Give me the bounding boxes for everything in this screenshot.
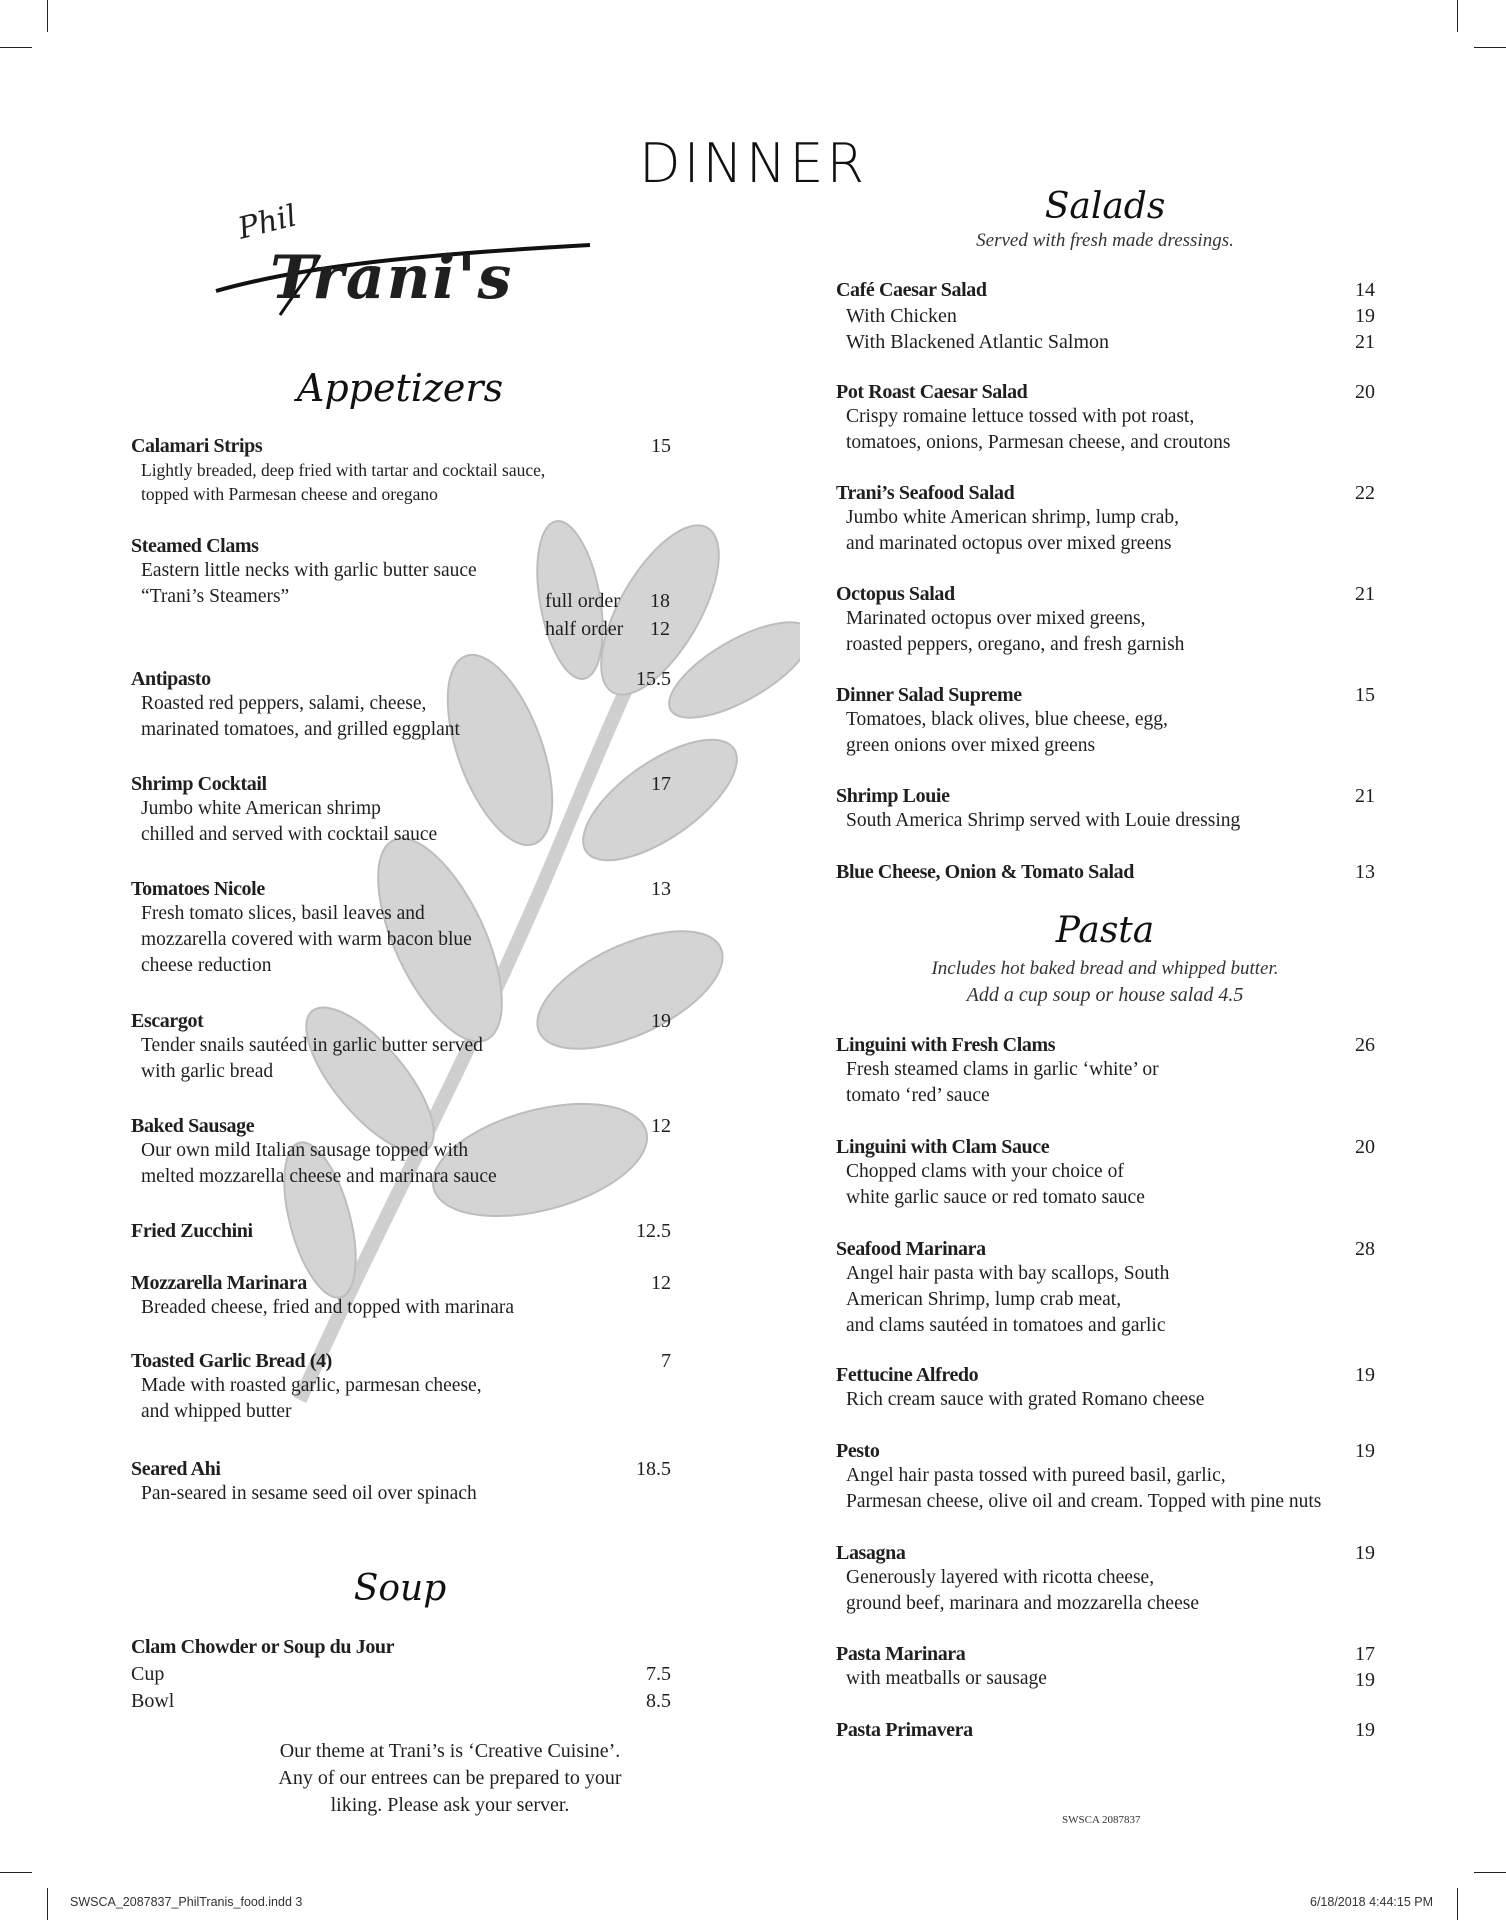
caesar-with-chicken: With Chicken 19 <box>846 305 1375 327</box>
menu-item-description: Lightly breaded, deep fried with tartar and cocktail sauce, <box>141 460 546 480</box>
menu-item-name: Calamari Strips <box>131 435 263 457</box>
menu-item-description: Made with roasted garlic, parmesan cheese, <box>141 1375 482 1396</box>
menu-item-name: Antipasto <box>131 668 211 690</box>
menu-item-price: 12 <box>651 1115 671 1137</box>
menu-item <box>836 482 1375 557</box>
menu-item-description: chilled and served with cocktail sauce <box>141 824 438 845</box>
soup-cup: Cup 7.5 <box>131 1663 671 1685</box>
menu-item-description: Roasted red peppers, salami, cheese, <box>141 693 427 714</box>
menu-item-description: Jumbo white American shrimp, lump crab, <box>846 507 1180 528</box>
menu-item-description: Angel hair pasta with bay scallops, South <box>846 1263 1170 1284</box>
menu-item-description: Angel hair pasta tossed with pureed basil, garlic, <box>846 1465 1226 1486</box>
menu-item-price: 17 <box>651 773 671 795</box>
menu-item <box>131 1010 671 1085</box>
menu-item-description: Marinated octopus over mixed greens, <box>846 608 1146 629</box>
menu-item <box>836 583 1375 658</box>
soup-item <box>131 1636 671 1659</box>
menu-item-price: 15.5 <box>636 668 671 690</box>
menu-item-name: Linguini with Clam Sauce <box>836 1136 1050 1158</box>
menu-item-description: melted mozzarella cheese and marinara sauce <box>141 1166 497 1187</box>
menu-item-description: Fresh steamed clams in garlic ‘white’ or <box>846 1059 1159 1080</box>
document-code: SWSCA 2087837 <box>1062 1814 1141 1826</box>
crop-mark <box>1457 1888 1458 1920</box>
menu-item-name: Pot Roast Caesar Salad <box>836 381 1028 403</box>
crop-mark <box>47 1888 48 1920</box>
menu-item-description: and marinated octopus over mixed greens <box>846 533 1172 554</box>
menu-item-description: with garlic bread <box>141 1061 274 1082</box>
menu-item-price: 28 <box>1355 1238 1375 1260</box>
menu-item-price: 15 <box>651 435 671 457</box>
menu-item-name: Pasta Primavera <box>836 1719 973 1741</box>
menu-item-name: Octopus Salad <box>836 583 955 605</box>
menu-item-name: Shrimp Cocktail <box>131 773 267 795</box>
menu-item-price: 19 <box>1355 1364 1375 1386</box>
menu-item <box>836 1034 1375 1109</box>
menu-item-description: and clams sautéed in tomatoes and garlic <box>846 1315 1166 1336</box>
menu-item <box>836 785 1375 834</box>
menu-item-description: mozzarella covered with warm bacon blue <box>141 929 472 950</box>
menu-item-price: 19 <box>1355 1719 1375 1741</box>
logo-big-text: Trani's <box>270 243 514 313</box>
crop-mark <box>0 1872 32 1873</box>
menu-item <box>836 381 1375 456</box>
menu-item <box>836 1136 1375 1211</box>
menu-item-price: 21 <box>1355 785 1375 807</box>
crop-mark <box>1474 47 1506 48</box>
crop-mark <box>0 47 32 48</box>
menu-item-description: Tomatoes, black olives, blue cheese, egg, <box>846 709 1168 730</box>
menu-item <box>131 878 671 979</box>
menu-item-price: 19 <box>1355 1542 1375 1564</box>
menu-item-name: Trani’s Seafood Salad <box>836 482 1015 504</box>
menu-item-description: Our own mild Italian sausage topped with <box>141 1140 469 1161</box>
menu-item-description: with meatballs or sausage <box>846 1668 1047 1689</box>
page-title: DINNER <box>639 132 867 195</box>
logo-small-text: Phil <box>234 198 301 247</box>
menu-item-price: 19 <box>1355 1440 1375 1462</box>
soup-name: Clam Chowder or Soup du Jour <box>131 1636 395 1658</box>
menu-item-description: roasted peppers, oregano, and fresh garnish <box>846 634 1185 655</box>
menu-item-price: 21 <box>1355 583 1375 605</box>
menu-item-price: 12.5 <box>636 1220 671 1242</box>
menu-item-name: Shrimp Louie <box>836 785 950 807</box>
menu-item-description: topped with Parmesan cheese and oregano <box>141 484 438 504</box>
menu-item-name: Steamed Clams <box>131 535 259 557</box>
menu-item-description: Rich cream sauce with grated Romano cheese <box>846 1389 1205 1410</box>
menu-item-price: 7 <box>661 1350 671 1372</box>
menu-item-description: Parmesan cheese, olive oil and cream. Topped with pine nuts <box>846 1491 1322 1512</box>
menu-item-description: Fresh tomato slices, basil leaves and <box>141 903 425 924</box>
menu-item-description: Crispy romaine lettuce tossed with pot roast, <box>846 406 1195 427</box>
menu-item-price: 17 <box>1355 1643 1375 1665</box>
steamers-full-order: full order 18 <box>545 590 670 612</box>
menu-item <box>131 773 671 848</box>
menu-item-description: ground beef, marinara and mozzarella cheese <box>846 1593 1199 1614</box>
menu-item-description: South America Shrimp served with Louie dressing <box>846 810 1241 831</box>
soup-heading: Soup <box>353 1568 447 1609</box>
menu-item-description: Generously layered with ricotta cheese, <box>846 1567 1155 1588</box>
menu-item-price: 18.5 <box>636 1458 671 1480</box>
menu-item-name: Baked Sausage <box>131 1115 255 1137</box>
menu-item <box>131 1272 671 1321</box>
menu-item-description: Pan-seared in sesame seed oil over spinach <box>141 1483 477 1504</box>
menu-item-description: tomatoes, onions, Parmesan cheese, and croutons <box>846 432 1231 453</box>
menu-item-description: cheese reduction <box>141 955 272 976</box>
menu-item-name: Fried Zucchini <box>131 1220 253 1242</box>
menu-item-price: 14 <box>1355 279 1375 301</box>
menu-item-price: 20 <box>1355 1136 1375 1158</box>
menu-item-price: 26 <box>1355 1034 1375 1056</box>
menu-item-description: white garlic sauce or red tomato sauce <box>846 1187 1145 1208</box>
restaurant-logo <box>210 198 600 335</box>
menu-item-description: Chopped clams with your choice of <box>846 1161 1124 1182</box>
menu-item <box>836 1364 1375 1413</box>
menu-item <box>131 1220 671 1243</box>
pasta-heading: Pasta <box>1055 910 1155 951</box>
menu-item-name: Fettucine Alfredo <box>836 1364 979 1386</box>
menu-item <box>836 1440 1375 1515</box>
menu-item-description: “Trani’s Steamers” <box>141 586 290 607</box>
pasta-subtitle-line1: Includes hot baked bread and whipped butter. <box>931 958 1279 979</box>
menu-item <box>836 1719 1375 1742</box>
menu-item-description: marinated tomatoes, and grilled eggplant <box>141 719 460 740</box>
menu-item-name: Escargot <box>131 1010 204 1032</box>
menu-item <box>131 1350 671 1425</box>
menu-item <box>131 668 671 743</box>
menu-item-name: Tomatoes Nicole <box>131 878 265 900</box>
menu-item-name: Dinner Salad Supreme <box>836 684 1022 706</box>
menu-item <box>836 279 1375 302</box>
menu-item-name: Pasta Marinara <box>836 1643 966 1665</box>
menu-item <box>131 1458 671 1507</box>
salads-subtitle: Served with fresh made dressings. <box>976 230 1234 251</box>
menu-item-name: Seared Ahi <box>131 1458 221 1480</box>
menu-item <box>131 435 671 506</box>
crop-mark <box>47 0 48 32</box>
pasta-subtitle-line2: Add a cup soup or house salad 4.5 <box>966 984 1244 1006</box>
menu-item-price: 12 <box>651 1272 671 1294</box>
menu-item-description: green onions over mixed greens <box>846 735 1096 756</box>
house-note: Our theme at Trani’s is ‘Creative Cuisine’. Any of our entrees can be prepared to your liking. Please ask your server. <box>278 1740 622 1816</box>
menu-item-description: Jumbo white American shrimp <box>141 798 381 819</box>
menu-item-name: Linguini with Fresh Clams <box>836 1034 1056 1056</box>
menu-item <box>836 1542 1375 1617</box>
menu-item-price: 13 <box>651 878 671 900</box>
menu-item-price: 13 <box>1355 861 1375 883</box>
slug-timestamp: 6/18/2018 4:44:15 PM <box>1310 1895 1434 1909</box>
menu-item <box>836 1643 1375 1692</box>
menu-item <box>836 1238 1375 1339</box>
menu-item-name: Toasted Garlic Bread (4) <box>131 1350 332 1372</box>
menu-item-description: and whipped butter <box>141 1401 292 1422</box>
menu-item-name: Mozzarella Marinara <box>131 1272 307 1294</box>
crop-mark <box>1474 1872 1506 1873</box>
steamers-half-order: half order 12 <box>545 618 670 640</box>
menu-item <box>836 684 1375 759</box>
menu-item-name: Café Caesar Salad <box>836 279 987 301</box>
menu-item-description: Breaded cheese, fried and topped with marinara <box>141 1297 515 1318</box>
soup-bowl: Bowl 8.5 <box>131 1690 671 1712</box>
slug-filename: SWSCA_2087837_PhilTranis_food.indd 3 <box>70 1895 303 1909</box>
crop-mark <box>1457 0 1458 32</box>
menu-item-description: American Shrimp, lump crab meat, <box>846 1289 1122 1310</box>
salads-heading: Salads <box>1044 186 1166 227</box>
menu-item-name: Blue Cheese, Onion & Tomato Salad <box>836 861 1134 883</box>
menu-item-description: Tender snails sautéed in garlic butter served <box>141 1035 483 1056</box>
menu-item-price: 15 <box>1355 684 1375 706</box>
caesar-with-salmon: With Blackened Atlantic Salmon 21 <box>846 331 1375 353</box>
menu-item <box>131 1115 671 1190</box>
menu-item-description: tomato ‘red’ sauce <box>846 1085 990 1106</box>
menu-item-name: Pesto <box>836 1440 880 1462</box>
menu-item <box>836 861 1375 884</box>
appetizers-heading: Appetizers <box>296 366 504 410</box>
menu-item-price: 22 <box>1355 482 1375 504</box>
menu-item-description: Eastern little necks with garlic butter sauce <box>141 560 477 581</box>
menu-item-name: Seafood Marinara <box>836 1238 986 1260</box>
menu-item-price: 20 <box>1355 381 1375 403</box>
menu-item-name: Lasagna <box>836 1542 906 1564</box>
menu-item-price: 19 <box>651 1010 671 1032</box>
